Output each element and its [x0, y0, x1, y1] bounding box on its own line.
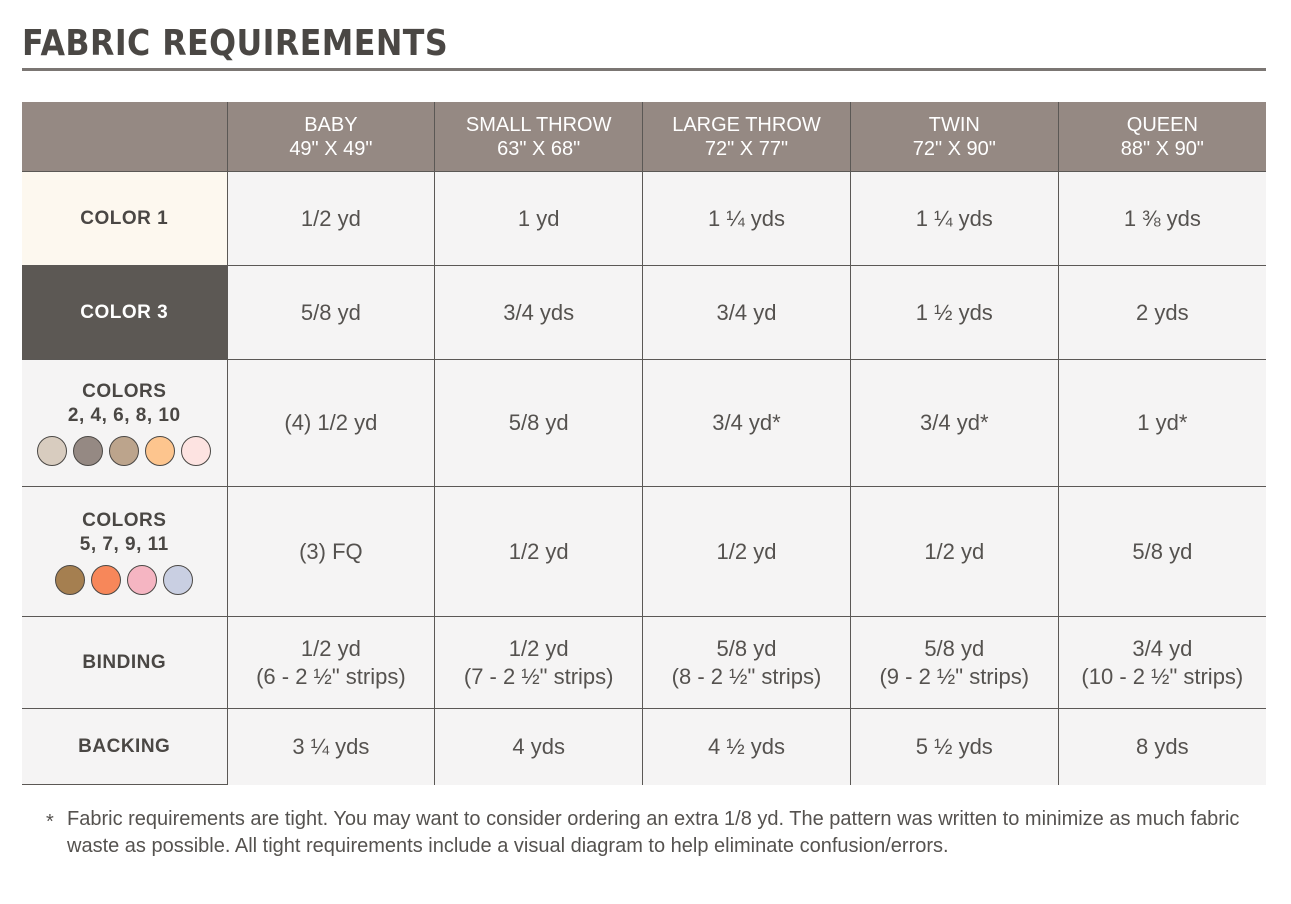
table-cell: 1/2 yd	[643, 487, 851, 617]
table-cell: 1 yd*	[1058, 360, 1266, 487]
binding-strips: (9 - 2 ½" strips)	[879, 663, 1030, 689]
binding-amount: 3/4 yd	[1132, 635, 1193, 661]
row-color-3	[22, 266, 1266, 360]
binding-strips: (6 - 2 ½" strips)	[256, 663, 406, 689]
size-name: QUEEN	[1126, 113, 1198, 136]
table-cell: 3/4 yd*	[850, 360, 1058, 487]
table-cell: 1/2 yd	[227, 172, 435, 266]
table-cell: 3 ¼ yds	[227, 709, 435, 785]
table-cell: 3/4 yd	[643, 266, 851, 360]
row-label-binding: BINDING	[22, 617, 227, 709]
table-cell: 5/8 yd	[227, 266, 435, 360]
binding-amount: 5/8 yd	[716, 635, 777, 661]
color-swatch-group	[22, 436, 227, 466]
color-swatch	[55, 565, 85, 595]
color-swatch	[127, 565, 157, 595]
table-cell: 1 ⅜ yds	[1058, 172, 1266, 266]
size-dimensions: 72" X 90"	[912, 137, 996, 160]
size-dimensions: 63" X 68"	[497, 137, 581, 160]
table-cell	[435, 617, 643, 709]
binding-strips: (7 - 2 ½" strips)	[463, 663, 614, 689]
color-swatch-group	[22, 565, 227, 595]
size-name: LARGE THROW	[672, 113, 821, 136]
table-cell	[1058, 617, 1266, 709]
table-cell: 1 ¼ yds	[643, 172, 851, 266]
table-cell: 3/4 yd*	[643, 360, 851, 487]
size-header-baby	[227, 102, 435, 172]
binding-amount: 5/8 yd	[924, 635, 985, 661]
size-header-large-throw	[643, 102, 851, 172]
color-swatch	[37, 436, 67, 466]
binding-strips: (8 - 2 ½" strips)	[671, 663, 822, 689]
table-cell	[850, 617, 1058, 709]
row-binding	[22, 617, 1266, 709]
table-cell: (4) 1/2 yd	[227, 360, 435, 487]
table-cell: 5 ½ yds	[850, 709, 1058, 785]
color-swatch	[109, 436, 139, 466]
table-cell: 1/2 yd	[850, 487, 1058, 617]
size-header-row	[22, 102, 1266, 172]
table-cell: 8 yds	[1058, 709, 1266, 785]
row-label-color-1: COLOR 1	[22, 172, 227, 266]
color-swatch	[163, 565, 193, 595]
header-corner-cell	[22, 102, 227, 172]
row-colors-2-4-6-8-10	[22, 360, 1266, 487]
size-name: BABY	[304, 113, 358, 136]
size-header-queen	[1058, 102, 1266, 172]
size-dimensions: 72" X 77"	[704, 137, 789, 160]
row-backing	[22, 709, 1266, 785]
footnote-marker: *	[46, 811, 54, 833]
table-cell: 5/8 yd	[1058, 487, 1266, 617]
color-swatch	[73, 436, 103, 466]
table-cell: (3) FQ	[227, 487, 435, 617]
row-label-line: 5, 7, 9, 11	[79, 533, 169, 555]
footnote-text: Fabric requirements are tight. You may want to consider ordering an extra 1/8 yd. The pattern was written to minimize as much fabric waste as possible. All tight requirements include a visual diagram to help eliminate confusion/errors.	[67, 808, 1240, 857]
table-cell: 1 ¼ yds	[850, 172, 1058, 266]
binding-strips: (10 - 2 ½" strips)	[1081, 663, 1244, 689]
row-color-1	[22, 172, 1266, 266]
row-label-colors-5-7-9-11	[22, 487, 227, 617]
color-swatch	[145, 436, 175, 466]
row-label-line: COLORS	[82, 509, 167, 531]
table-cell: 1 yd	[435, 172, 643, 266]
row-label-backing: BACKING	[22, 709, 227, 785]
row-label-colors-2-4-6-8-10	[22, 360, 227, 487]
row-colors-5-7-9-11	[22, 487, 1266, 617]
table-cell: 2 yds	[1058, 266, 1266, 360]
row-label-color-3: COLOR 3	[22, 266, 227, 360]
color-swatch	[91, 565, 121, 595]
table-cell: 1/2 yd	[435, 487, 643, 617]
table-cell: 1 ½ yds	[850, 266, 1058, 360]
row-label-line: 2, 4, 6, 8, 10	[67, 405, 181, 426]
size-header-twin	[850, 102, 1058, 172]
binding-amount: 1/2 yd	[508, 635, 569, 661]
footnote	[46, 806, 1246, 860]
page-title: FABRIC REQUIREMENTS	[22, 23, 449, 64]
table-cell	[643, 617, 851, 709]
size-name: SMALL THROW	[465, 113, 612, 136]
color-swatch	[181, 436, 211, 466]
title-divider	[22, 68, 1266, 71]
table-cell: 4 yds	[435, 709, 643, 785]
table-cell: 5/8 yd	[435, 360, 643, 487]
size-dimensions: 88" X 90"	[1120, 137, 1204, 160]
fabric-requirements-table	[22, 102, 1266, 785]
table-cell	[227, 617, 435, 709]
size-dimensions: 49" X 49"	[289, 137, 373, 160]
table-cell: 3/4 yds	[435, 266, 643, 360]
binding-amount: 1/2 yd	[300, 635, 361, 661]
table-cell: 4 ½ yds	[643, 709, 851, 785]
row-label-line: COLORS	[82, 381, 167, 402]
size-header-small-throw	[435, 102, 643, 172]
size-name: TWIN	[928, 113, 980, 136]
